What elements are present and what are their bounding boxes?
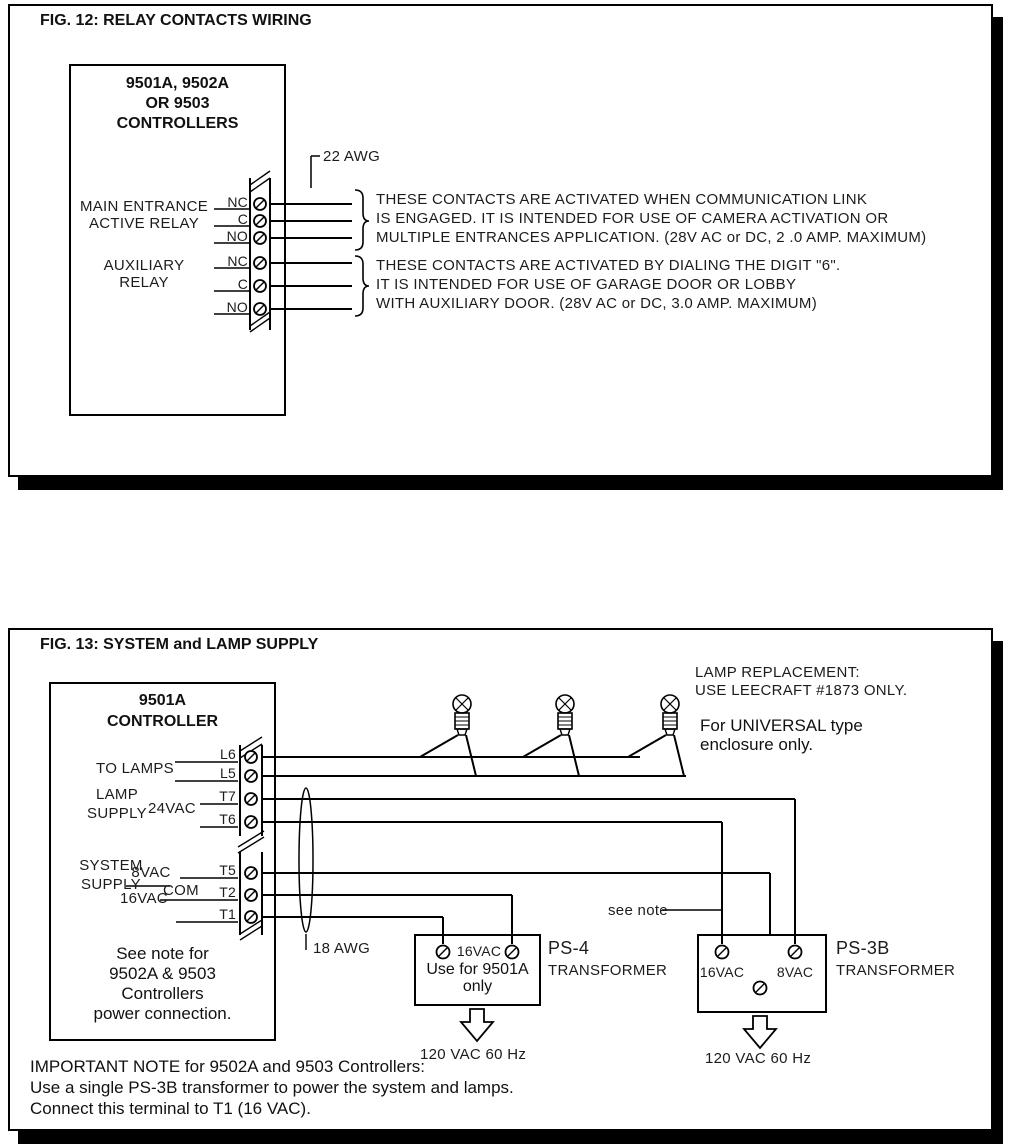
important-note xyxy=(30,1056,514,1119)
main-relay-label-line2: ACTIVE RELAY xyxy=(88,215,200,232)
controller-name-line2: CONTROLLER xyxy=(106,713,219,730)
lamp-icon xyxy=(420,695,476,776)
controller-power-note-line2: 9502A & 9503 xyxy=(109,964,216,983)
terminal-label-t5: T5 xyxy=(219,862,236,878)
controller-power-note-line4: power connection. xyxy=(93,1004,232,1023)
com-label: COM xyxy=(163,882,199,899)
controller-name-line3: CONTROLLERS xyxy=(116,115,239,132)
fig12-controller-label xyxy=(70,74,285,134)
ps3b-input-label: 120 VAC 60 Hz xyxy=(705,1050,812,1067)
fig12-title: FIG. 12: RELAY CONTACTS WIRING xyxy=(40,12,312,29)
fig13-title: FIG. 13: SYSTEM and LAMP SUPPLY xyxy=(40,636,319,653)
ac-input-arrow xyxy=(744,1016,776,1048)
main-relay-label-line1: MAIN ENTRANCE xyxy=(79,198,209,215)
terminal-label-aux-no: NO xyxy=(226,299,248,315)
lamp-replacement-note xyxy=(695,664,907,700)
main-relay-note-line3: MULTIPLE ENTRANCES APPLICATION. (28V AC or DC, 2 .0 AMP. MAXIMUM) xyxy=(376,229,927,246)
terminal-label-l5: L5 xyxy=(220,765,236,781)
to-lamps-label: TO LAMPS xyxy=(96,760,174,777)
main-relay-label xyxy=(74,198,214,232)
universal-enclosure-note xyxy=(700,716,863,754)
controller-power-note-line3: Controllers xyxy=(121,984,204,1003)
ps3b-type: TRANSFORMER xyxy=(836,962,956,979)
brace-aux xyxy=(355,256,369,316)
relay-wires xyxy=(270,204,352,309)
universal-note-line2: enclosure only. xyxy=(700,735,814,754)
ps4-terminal-label: 16VAC xyxy=(456,943,502,959)
ps3b-left-terminal-label: 16VAC xyxy=(699,964,745,980)
ac-input-arrow xyxy=(461,1009,493,1041)
aux-relay-label xyxy=(74,257,214,291)
lamp-icon xyxy=(628,695,684,776)
main-relay-note xyxy=(376,190,926,247)
aux-relay-note-line3: WITH AUXILIARY DOOR. (28V AC or DC, 3.0 AMP. MAXIMUM) xyxy=(376,295,818,312)
aux-relay-label-line1: AUXILIARY xyxy=(103,257,185,274)
lamp-supply-label xyxy=(82,785,152,823)
terminal-strip xyxy=(238,737,264,940)
terminal-label-t6: T6 xyxy=(219,811,236,827)
terminal-label-t7: T7 xyxy=(219,788,236,804)
important-note-line1: IMPORTANT NOTE for 9502A and 9503 Controllers: xyxy=(30,1057,425,1076)
terminal-label-main-c: C xyxy=(237,211,248,227)
terminal-label-aux-c: C xyxy=(237,276,248,292)
important-note-line2: Use a single PS-3B transformer to power the system and lamps. xyxy=(30,1078,514,1097)
ps4-input-label: 120 VAC 60 Hz xyxy=(420,1046,527,1063)
wire-gauge-leader xyxy=(311,156,320,188)
supply-wires xyxy=(262,757,795,944)
lamp-icon xyxy=(523,695,579,776)
controller-name-line1: 9501A, 9502A xyxy=(125,75,230,92)
system-supply-line2: SUPPLY xyxy=(81,876,141,893)
terminal-label-main-no: NO xyxy=(226,228,248,244)
terminal-label-l6: L6 xyxy=(220,746,236,762)
ps4-name: PS-4 xyxy=(548,938,590,958)
controller-power-note-line1: See note for xyxy=(116,944,209,963)
ps4-usage-line1: Use for 9501A xyxy=(426,961,529,978)
see-note-label: see note xyxy=(608,902,668,919)
controller-power-note xyxy=(50,944,275,1024)
lamp-supply-line1: LAMP xyxy=(95,786,139,803)
fig13-panel xyxy=(8,628,993,1131)
aux-relay-note xyxy=(376,256,840,313)
8vac-label: 8VAC xyxy=(131,864,171,881)
lamp-replacement-line1: LAMP REPLACEMENT: xyxy=(695,664,860,681)
important-note-line3: Connect this terminal to T1 (16 VAC). xyxy=(30,1099,311,1118)
fig12-wire-gauge-label: 22 AWG xyxy=(323,148,381,165)
fig13-controller-label xyxy=(50,690,275,732)
lamp-replacement-line2: USE LEECRAFT #1873 ONLY. xyxy=(695,682,908,699)
universal-note-line1: For UNIVERSAL type xyxy=(700,716,863,735)
cable-sheath xyxy=(299,788,313,950)
ps3b-name: PS-3B xyxy=(836,938,890,958)
ps4-usage-line2: only xyxy=(462,978,493,995)
aux-relay-note-line1: THESE CONTACTS ARE ACTIVATED BY DIALING THE DIGIT "6". xyxy=(376,257,841,274)
terminal-label-aux-nc: NC xyxy=(227,253,248,269)
16vac-label: 16VAC xyxy=(120,890,168,907)
main-relay-note-line2: IS ENGAGED. IT IS INTENDED FOR USE OF CAMERA ACTIVATION OR xyxy=(376,210,889,227)
24vac-label: 24VAC xyxy=(148,800,196,817)
fig13-wire-gauge-label: 18 AWG xyxy=(313,940,371,957)
aux-relay-label-line2: RELAY xyxy=(119,274,169,291)
brace-main xyxy=(355,190,369,250)
lamp-supply-line2: SUPPLY xyxy=(87,805,147,822)
system-supply-line1: SYSTEM xyxy=(79,857,143,874)
main-relay-note-line1: THESE CONTACTS ARE ACTIVATED WHEN COMMUNICATION LINK xyxy=(376,191,868,208)
ps4-type: TRANSFORMER xyxy=(548,962,668,979)
terminal-label-t2: T2 xyxy=(219,884,236,900)
terminal-label-main-nc: NC xyxy=(227,194,248,210)
terminal-screws xyxy=(254,198,266,315)
controller-name-line1: 9501A xyxy=(138,692,187,709)
ps4-usage-note xyxy=(417,961,538,995)
ps3b-right-terminal-label: 8VAC xyxy=(776,964,814,980)
terminal-label-t1: T1 xyxy=(219,906,236,922)
aux-relay-note-line2: IT IS INTENDED FOR USE OF GARAGE DOOR OR LOBBY xyxy=(376,276,797,293)
controller-name-line2: OR 9503 xyxy=(145,95,210,112)
fig12-panel xyxy=(8,4,993,477)
